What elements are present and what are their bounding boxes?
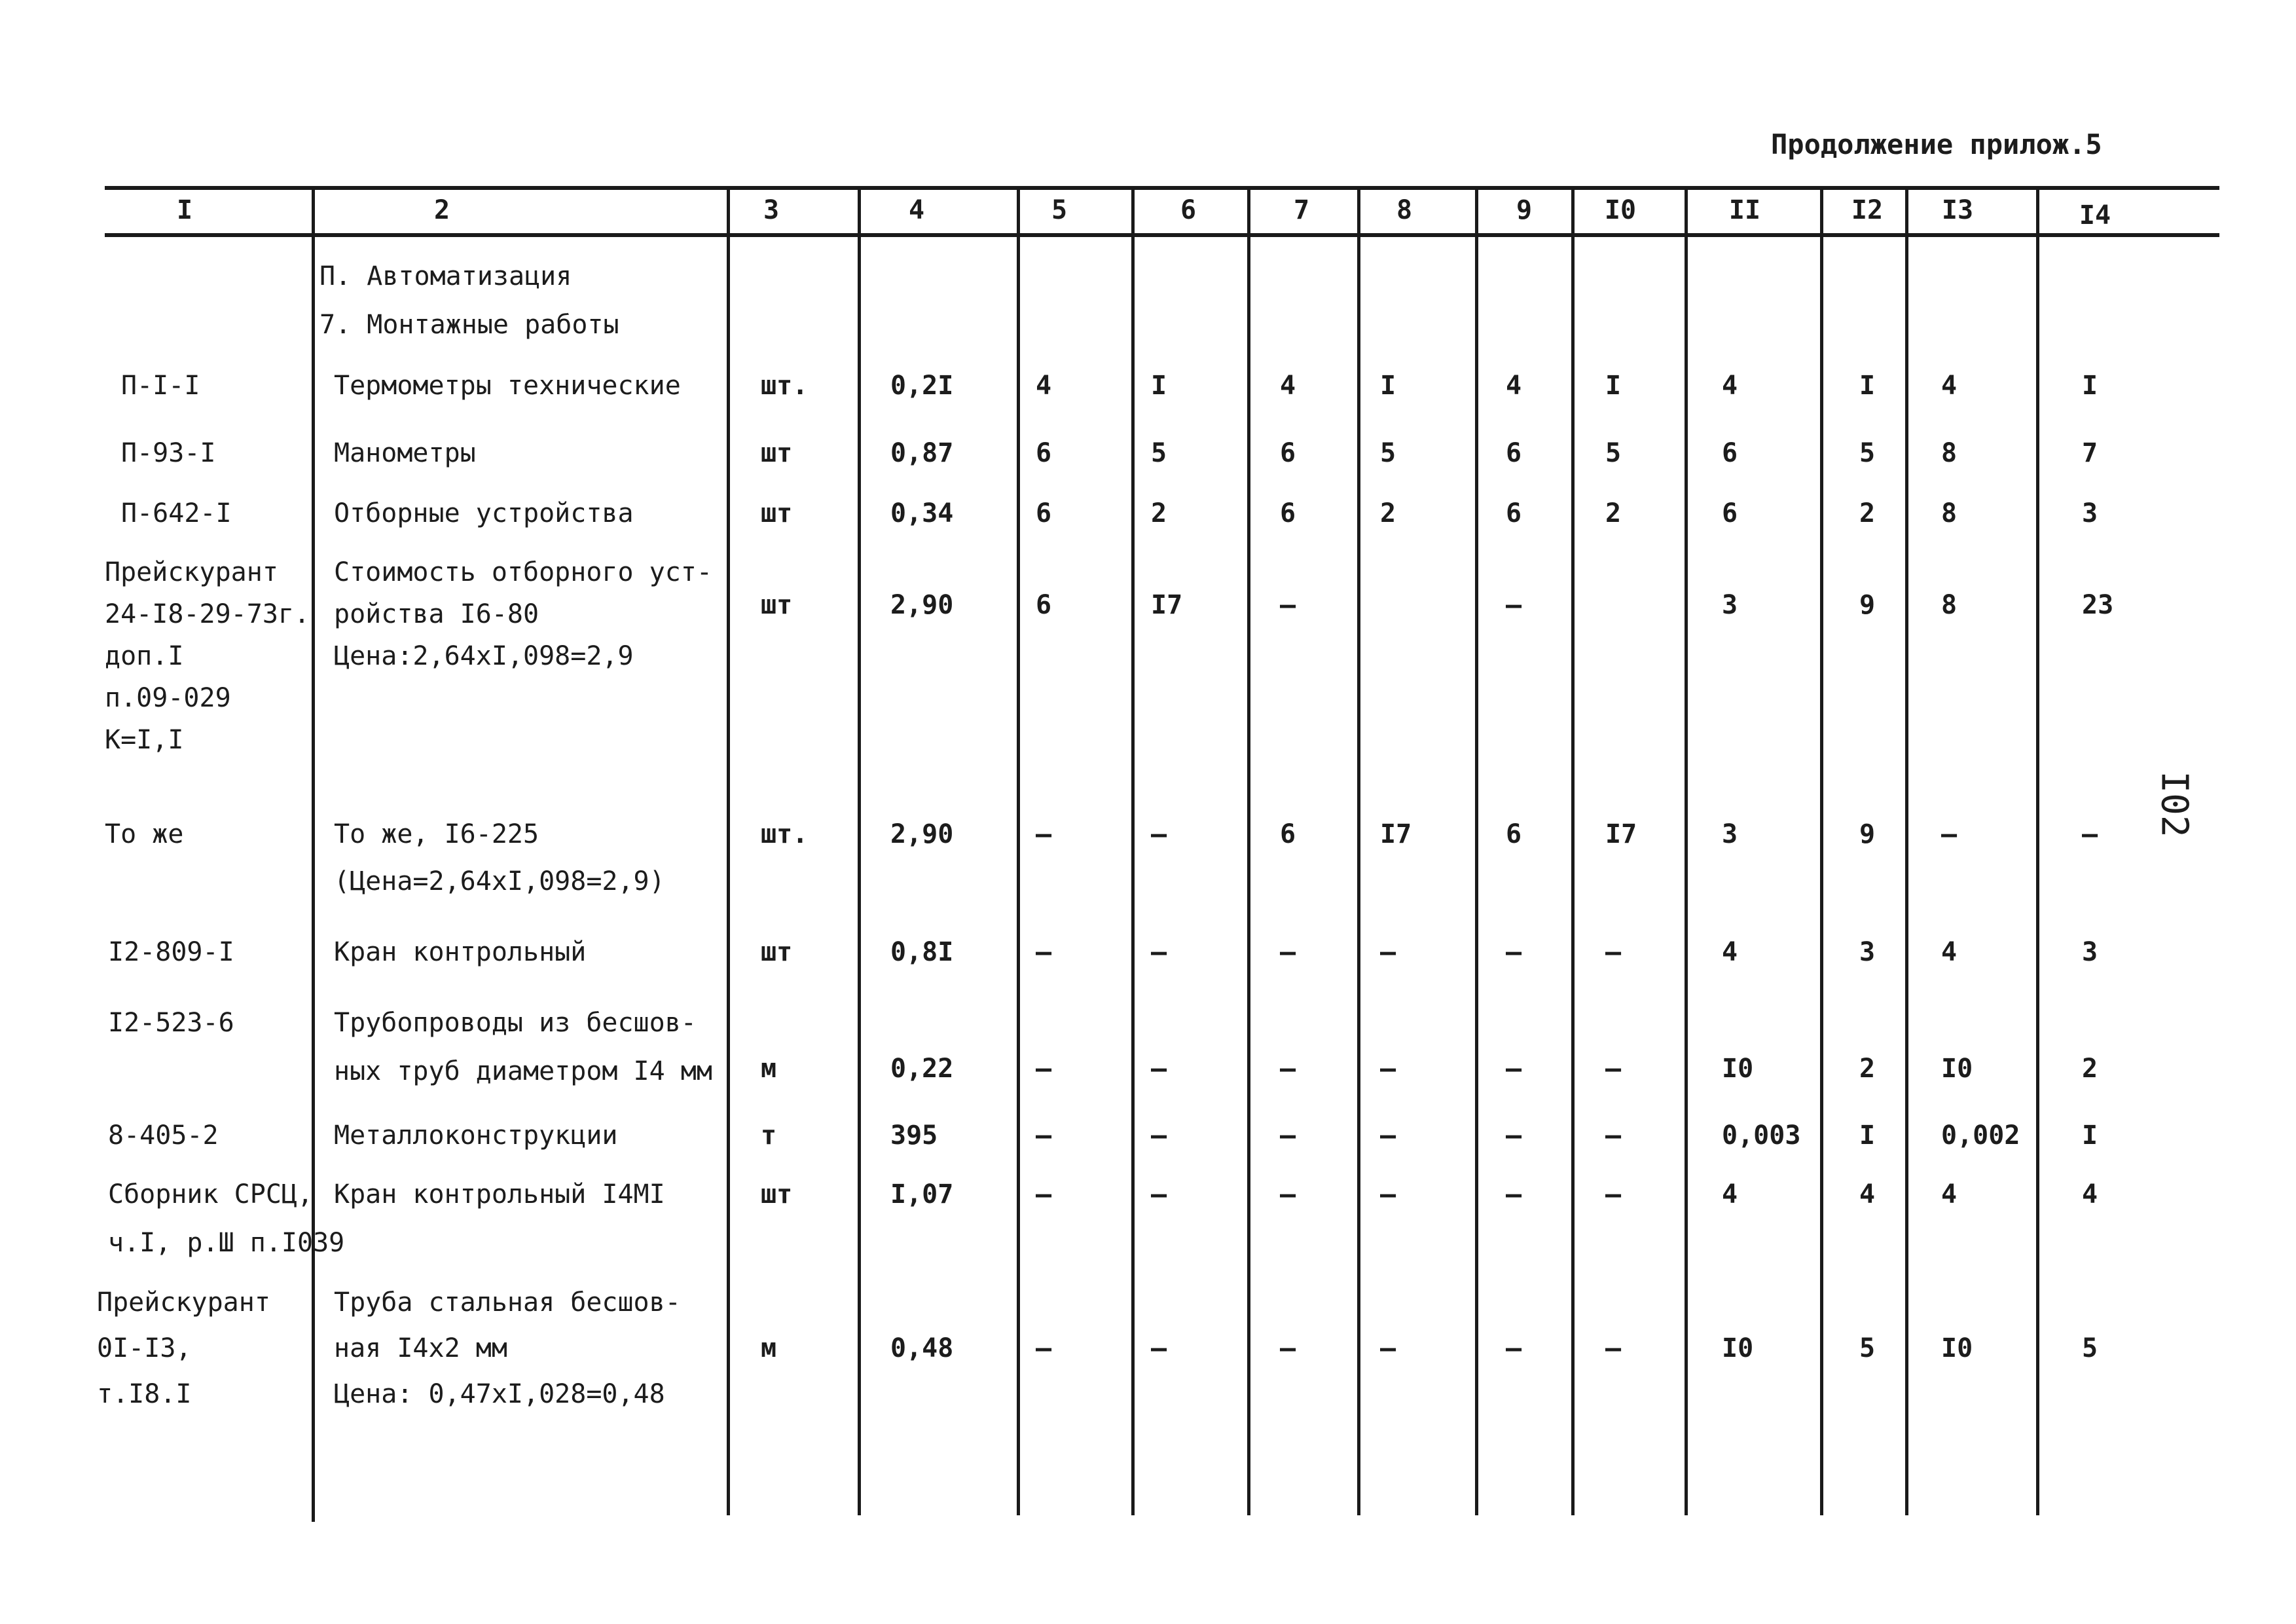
row-7-unit: м (761, 1054, 777, 1084)
row-4-code: п.09-029 (105, 683, 231, 713)
row-6-unit: шт (761, 937, 793, 967)
row-2-value-col-8: 5 (1380, 438, 1396, 468)
row-9-value-col-6: – (1151, 1179, 1167, 1209)
row-1-name: Термометры технические (334, 371, 681, 401)
row-5-price: 2,90 (890, 819, 954, 849)
row-2-value-col-12: 5 (1859, 438, 1876, 468)
row-1-price: 0,2I (890, 371, 954, 401)
row-3-value-col-7: 6 (1280, 498, 1296, 528)
row-8-name: Металлоконструкции (334, 1120, 618, 1151)
row-7-value-col-6: – (1151, 1054, 1167, 1084)
row-10-value-col-6: – (1151, 1333, 1167, 1363)
row-5-value-col-13: – (1941, 819, 1958, 849)
row-10-name: Труба стальная бесшов- (334, 1287, 681, 1318)
row-9-unit: шт (761, 1179, 793, 1209)
row-6-value-col-5: – (1036, 937, 1052, 967)
row-2-value-col-13: 8 (1941, 438, 1958, 468)
row-9-value-col-14: 4 (2082, 1179, 2098, 1209)
row-9-value-col-7: – (1280, 1179, 1296, 1209)
row-4-code: Прейскурант (105, 557, 278, 587)
row-2-value-col-5: 6 (1036, 438, 1052, 468)
row-5-value-col-11: 3 (1722, 819, 1738, 849)
row-10-value-col-13: I0 (1941, 1333, 1973, 1363)
row-5-name: (Цена=2,64хI,098=2,9) (334, 866, 665, 896)
row-2-value-col-10: 5 (1605, 438, 1622, 468)
row-7-value-col-5: – (1036, 1054, 1052, 1084)
row-7-value-col-7: – (1280, 1054, 1296, 1084)
row-10-name: Цена: 0,47хI,028=0,48 (334, 1379, 665, 1409)
row-8-value-col-12: I (1859, 1120, 1876, 1151)
row-6-price: 0,8I (890, 937, 954, 967)
row-10-value-col-11: I0 (1722, 1333, 1754, 1363)
row-3-unit: шт (761, 498, 793, 528)
row-3-code: П-642-I (121, 498, 232, 528)
row-6-value-col-11: 4 (1722, 937, 1738, 967)
row-4-value-col-5: 6 (1036, 590, 1052, 620)
row-2-value-col-14: 7 (2082, 438, 2098, 468)
row-9-code: Сборник СРСЦ, (108, 1179, 314, 1209)
row-3-value-col-5: 6 (1036, 498, 1052, 528)
row-1-value-col-14: I (2082, 371, 2098, 401)
row-2-value-col-9: 6 (1506, 438, 1522, 468)
row-5-value-col-9: 6 (1506, 819, 1522, 849)
row-10-unit: м (761, 1333, 777, 1363)
row-6-value-col-12: 3 (1859, 937, 1876, 967)
row-5-code: То же (105, 819, 184, 849)
row-1-value-col-12: I (1859, 371, 1876, 401)
row-6-value-col-10: – (1605, 937, 1622, 967)
row-5-name: То же, I6-225 (334, 819, 539, 849)
row-3-value-col-13: 8 (1941, 498, 1958, 528)
row-9-name: Кран контрольный I4МI (334, 1179, 665, 1209)
row-7-code: I2-523-6 (108, 1008, 234, 1038)
page-number: I02 (2153, 771, 2196, 838)
row-8-value-col-11: 0,003 (1722, 1120, 1801, 1151)
row-5-value-col-14: – (2082, 819, 2098, 849)
row-4-name: ройства I6-80 (334, 599, 539, 629)
row-1-value-col-7: 4 (1280, 371, 1296, 401)
row-10-value-col-5: – (1036, 1333, 1052, 1363)
row-2-code: П-93-I (121, 438, 216, 468)
row-4-value-col-13: 8 (1941, 590, 1958, 620)
row-6-name: Кран контрольный (334, 937, 587, 967)
section-subtitle: 7. Монтажные работы (319, 310, 619, 340)
row-5-unit: шт. (761, 819, 809, 849)
row-4-unit: шт (761, 590, 793, 620)
row-3-value-col-11: 6 (1722, 498, 1738, 528)
row-1-value-col-10: I (1605, 371, 1622, 401)
row-10-name: ная I4х2 мм (334, 1333, 507, 1363)
row-10-value-col-14: 5 (2082, 1333, 2098, 1363)
row-9-code: ч.I, р.Ш п.I039 (108, 1228, 345, 1258)
row-8-value-col-10: – (1605, 1120, 1622, 1151)
row-5-value-col-12: 9 (1859, 819, 1876, 849)
row-7-price: 0,22 (890, 1054, 954, 1084)
row-8-value-col-6: – (1151, 1120, 1167, 1151)
row-4-code: доп.I (105, 641, 184, 671)
table-top-rule (105, 186, 2219, 190)
row-3-value-col-12: 2 (1859, 498, 1876, 528)
row-9-value-col-13: 4 (1941, 1179, 1958, 1209)
row-6-value-col-9: – (1506, 937, 1522, 967)
row-7-value-col-13: I0 (1941, 1054, 1973, 1084)
row-1-value-col-6: I (1151, 371, 1167, 401)
row-1-value-col-5: 4 (1036, 371, 1052, 401)
row-6-value-col-7: – (1280, 937, 1296, 967)
row-8-value-col-14: I (2082, 1120, 2098, 1151)
row-3-value-col-10: 2 (1605, 498, 1622, 528)
row-10-value-col-12: 5 (1859, 1333, 1876, 1363)
row-6-value-col-8: – (1380, 937, 1396, 967)
row-5-value-col-8: I7 (1380, 819, 1412, 849)
row-3-value-col-14: 3 (2082, 498, 2098, 528)
row-3-value-col-9: 6 (1506, 498, 1522, 528)
row-5-value-col-10: I7 (1605, 819, 1637, 849)
row-7-value-col-14: 2 (2082, 1054, 2098, 1084)
row-7-value-col-12: 2 (1859, 1054, 1876, 1084)
row-7-value-col-9: – (1506, 1054, 1522, 1084)
row-7-name: Трубопроводы из бесшов- (334, 1008, 697, 1038)
row-10-value-col-9: – (1506, 1333, 1522, 1363)
row-6-value-col-14: 3 (2082, 937, 2098, 967)
row-3-value-col-8: 2 (1380, 498, 1396, 528)
row-2-price: 0,87 (890, 438, 954, 468)
row-10-code: т.I8.I (97, 1379, 192, 1409)
row-10-value-col-8: – (1380, 1333, 1396, 1363)
row-3-value-col-6: 2 (1151, 498, 1167, 528)
row-4-name: Стоимость отборного уст- (334, 557, 712, 587)
row-6-value-col-13: 4 (1941, 937, 1958, 967)
row-9-value-col-8: – (1380, 1179, 1396, 1209)
row-8-code: 8-405-2 (108, 1120, 219, 1151)
row-4-value-col-11: 3 (1722, 590, 1738, 620)
row-7-value-col-11: I0 (1722, 1054, 1754, 1084)
row-5-value-col-6: – (1151, 819, 1167, 849)
row-1-unit: шт. (761, 371, 809, 401)
row-10-price: 0,48 (890, 1333, 954, 1363)
row-4-value-col-9: – (1506, 590, 1522, 620)
section-title: П. Автоматизация (319, 261, 572, 291)
row-9-value-col-9: – (1506, 1179, 1522, 1209)
row-2-unit: шт (761, 438, 793, 468)
row-4-value-col-12: 9 (1859, 590, 1876, 620)
row-7-value-col-8: – (1380, 1054, 1396, 1084)
row-10-code: 0I-I3, (97, 1333, 192, 1363)
row-3-price: 0,34 (890, 498, 954, 528)
row-10-code: Прейскурант (97, 1287, 270, 1318)
row-2-name: Манометры (334, 438, 476, 468)
row-10-value-col-7: – (1280, 1333, 1296, 1363)
row-8-value-col-13: 0,002 (1941, 1120, 2020, 1151)
row-7-name: ных труб диаметром I4 мм (334, 1056, 712, 1086)
row-9-price: I,07 (890, 1179, 954, 1209)
row-1-code: П-I-I (121, 371, 200, 401)
row-9-value-col-5: – (1036, 1179, 1052, 1209)
row-10-value-col-10: – (1605, 1333, 1622, 1363)
row-6-code: I2-809-I (108, 937, 234, 967)
row-7-value-col-10: – (1605, 1054, 1622, 1084)
row-4-name: Цена:2,64хI,098=2,9 (334, 641, 634, 671)
row-4-value-col-14: 23 (2082, 590, 2114, 620)
row-9-value-col-12: 4 (1859, 1179, 1876, 1209)
row-8-value-col-5: – (1036, 1120, 1052, 1151)
row-8-price: 395 (890, 1120, 938, 1151)
row-1-value-col-13: 4 (1941, 371, 1958, 401)
row-4-value-col-6: I7 (1151, 590, 1183, 620)
row-5-value-col-5: – (1036, 819, 1052, 849)
row-8-value-col-9: – (1506, 1120, 1522, 1151)
row-9-value-col-11: 4 (1722, 1179, 1738, 1209)
header-bottom-rule (105, 233, 2219, 237)
row-4-code: 24-I8-29-73г. (105, 599, 310, 629)
row-1-value-col-9: 4 (1506, 371, 1522, 401)
row-2-value-col-11: 6 (1722, 438, 1738, 468)
row-4-price: 2,90 (890, 590, 954, 620)
row-3-name: Отборные устройства (334, 498, 634, 528)
row-8-value-col-7: – (1280, 1120, 1296, 1151)
row-4-value-col-7: – (1280, 590, 1296, 620)
row-1-value-col-11: 4 (1722, 371, 1738, 401)
row-8-value-col-8: – (1380, 1120, 1396, 1151)
continuation-note: Продолжение прилож.5 (1771, 128, 2102, 160)
row-9-value-col-10: – (1605, 1179, 1622, 1209)
row-1-value-col-8: I (1380, 371, 1396, 401)
row-5-value-col-7: 6 (1280, 819, 1296, 849)
row-6-value-col-6: – (1151, 937, 1167, 967)
row-4-code: К=I,I (105, 725, 184, 755)
row-2-value-col-6: 5 (1151, 438, 1167, 468)
row-8-unit: т (761, 1120, 777, 1151)
row-2-value-col-7: 6 (1280, 438, 1296, 468)
